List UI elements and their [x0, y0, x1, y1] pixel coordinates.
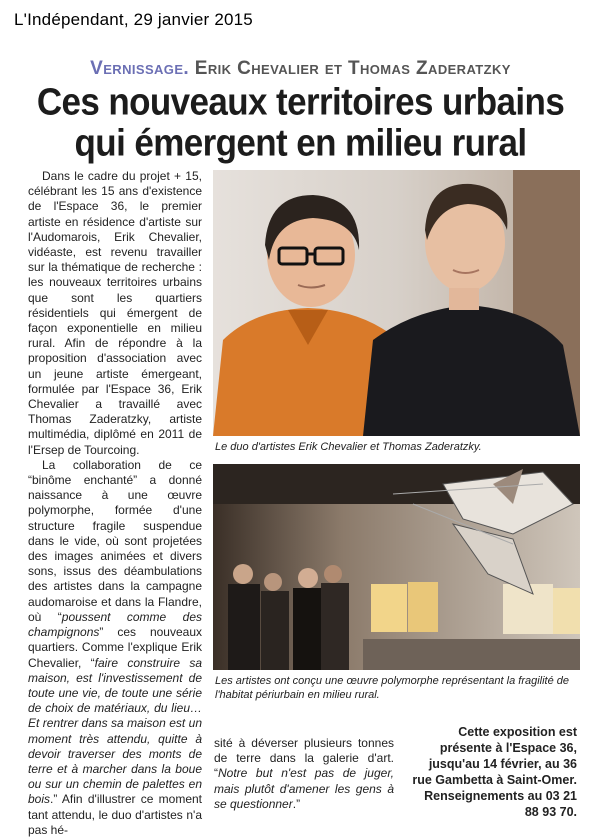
article-column-2 [214, 736, 394, 812]
p2-quote-1: poussent comme des champignons [28, 609, 202, 640]
source-line: L'Indépendant, 29 janvier 2015 [14, 10, 253, 29]
p2-text-b: ” ces nouveaux quartiers. Comme l'explique Erik Chevalier, “ [28, 625, 202, 670]
p2-text-a: La collaboration de ce “binôme enchanté” a donné naissance à une œuvre polymorphe, formée d'une structure fragile suspendue dans le vide, où sont projetées des images animées et divers sons, issus des déambulations des artistes dans la campagne audomaroise et dans la Flandre, où “ [28, 457, 202, 624]
headline-line-2: qui émergent en milieu rural [74, 121, 527, 165]
headline-line-1: Ces nouveaux territoires urbains [36, 80, 565, 124]
photo-1-caption: Le duo d'artistes Erik Chevalier et Thomas Zaderatzky. [215, 441, 482, 453]
article-column-1 [28, 169, 202, 838]
photo-artists-portrait [213, 170, 580, 436]
c2-quote: Notre but n'est pas de juger, mais plutôt d'amener les gens à se questionner [214, 766, 394, 811]
kicker-label: Vernissage. [90, 58, 190, 79]
paragraph-2 [28, 458, 202, 838]
installation-image [213, 464, 580, 670]
portrait-image [213, 170, 580, 436]
c2-text-b: .” [292, 796, 301, 811]
c2-text-a: sité à déverser plusieurs tonnes de terre dans la galerie d'art. “ [214, 736, 394, 781]
headline [0, 82, 601, 164]
kicker-names: Erik Chevalier et Thomas Zaderatzky [194, 58, 511, 79]
exhibition-info: Cette exposition est présente à l'Espace 36, jusqu'au 14 février, au 36 rue Gambetta à Saint-Omer. Renseignements au 03 21 88 93 70. [412, 725, 577, 819]
p2-text-c: .” Afin d'illustrer ce moment tant attendu, le duo d'artistes n'a pas hé- [28, 792, 202, 837]
photo-installation [213, 464, 580, 670]
paragraph-1: Dans le cadre du projet + 15, célébrant les 15 ans d'existence de l'Espace 36, le premier artiste en résidence d'artiste sur l'Audomarois, Erik Chevalier, vidéaste, est revenu travailler sur la thématique de recherche : les nouveaux territoires urbains que sont les quartiers résidentiels qui émergent de façon exponentielle en milieu rural. Afin de répondre à la proposition d'association avec un jeune artiste émergeant, formulée par l'Espace 36, Erik Chevalier a travaillé avec Thomas Zaderatzky, artiste multimédia, diplômé en 2011 de l'Ersep de Tourcoing. [28, 169, 202, 457]
p2-quote-2: faire construire sa maison, est l'investissement de toute une vie, de toute une série de choix de matériaux, du lieu… Et rentrer dans sa maison est un moment très attendu, quitte à devoir traverser des monts de terre et à marcher dans la boue ou sur un chemin de palettes en bois [28, 655, 202, 807]
photo-2-caption: Les artistes ont conçu une œuvre polymorphe représentant la fragilité de l'habitat périurbain en milieu rural. [215, 675, 570, 701]
kicker [0, 58, 601, 80]
column-2-paragraph [214, 736, 394, 812]
